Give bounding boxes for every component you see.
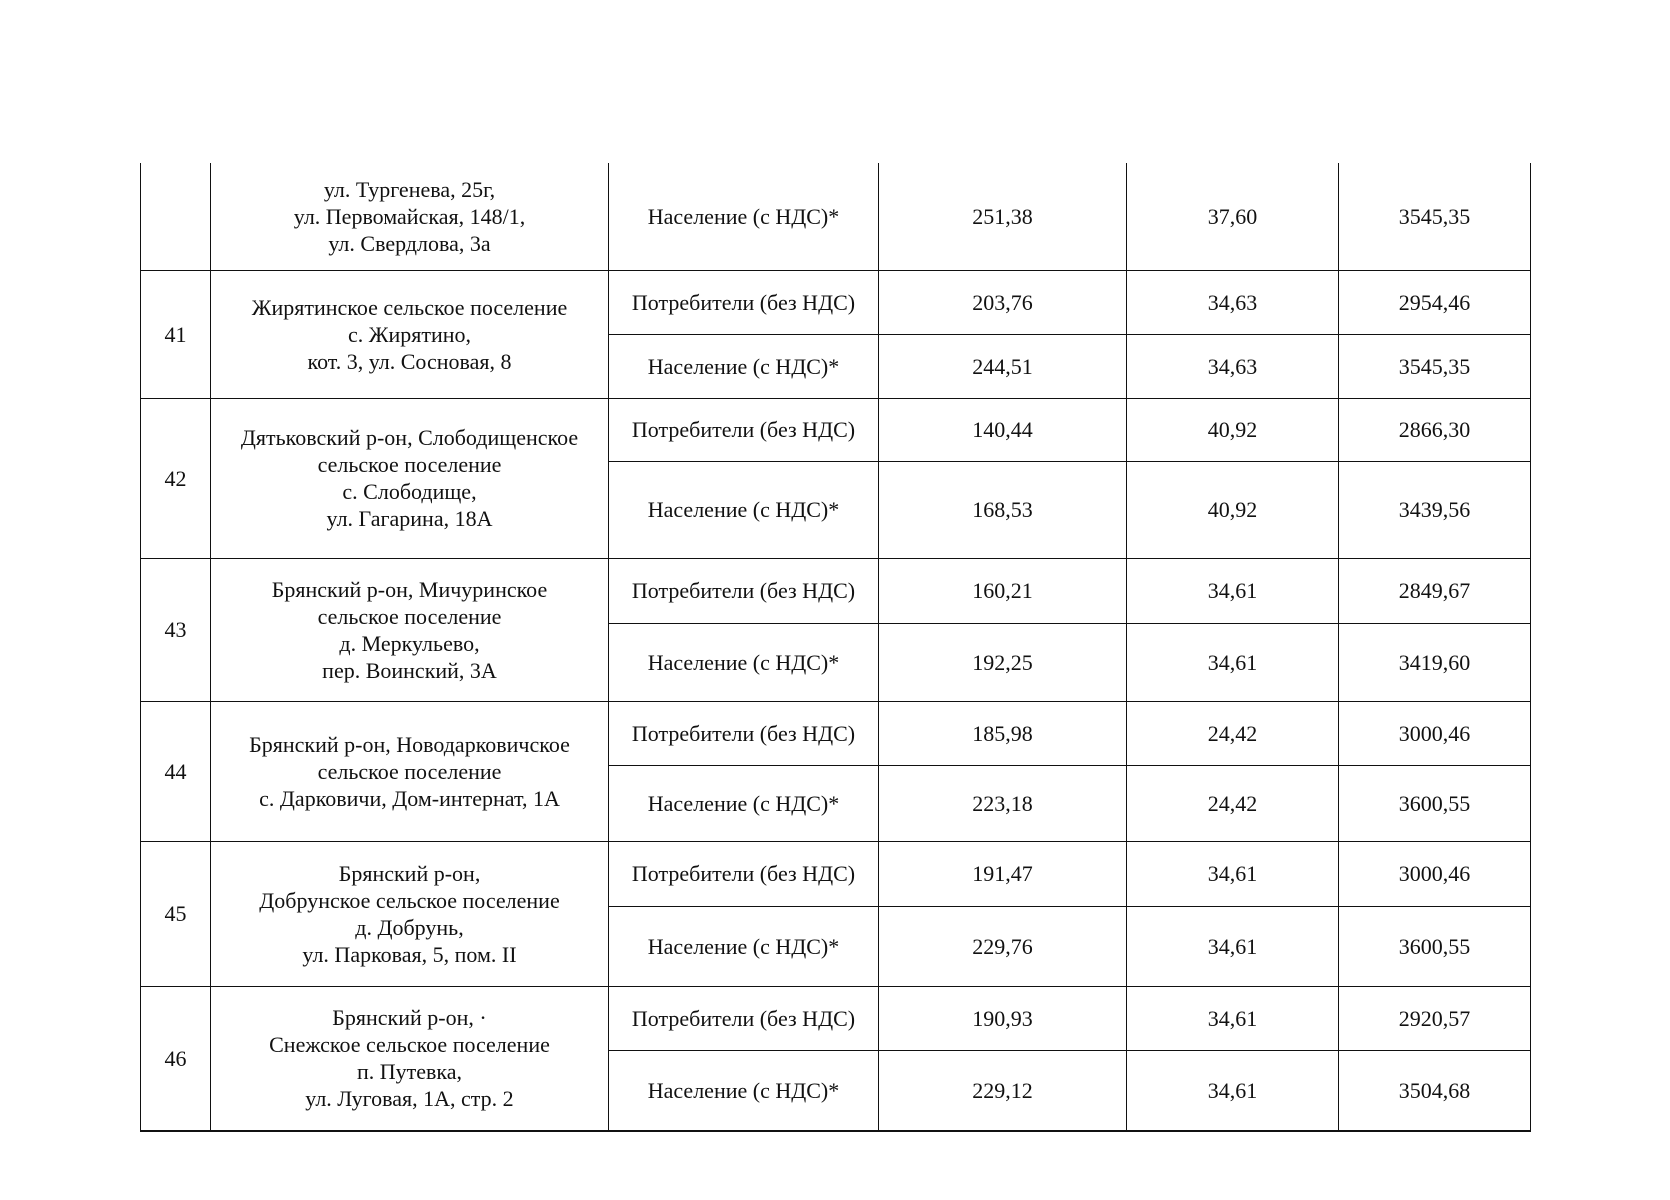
- tariff-value-cell: 140,44: [879, 398, 1127, 461]
- tariff-value-cell: 244,51: [879, 334, 1127, 398]
- address-line: ул. Свердлова, 3а: [328, 230, 491, 256]
- table-row: [141, 701, 1531, 765]
- address-line: сельское поселение: [317, 452, 502, 477]
- address-line: д. Добрунь,: [355, 914, 464, 940]
- tariff-value-cell: 3600,55: [1339, 765, 1531, 841]
- address-line: Брянский р-он, Мичуринское: [271, 576, 548, 602]
- address-line: пер. Воинский, 3А: [322, 657, 497, 683]
- document-page: [140, 163, 1530, 1132]
- consumer-category-cell: Население (с НДС)*: [609, 163, 879, 270]
- table-row: [141, 398, 1531, 461]
- address-line: Дятьковский р-он, Слободищенское: [240, 425, 579, 450]
- tariff-value-cell: 168,53: [879, 461, 1127, 558]
- consumer-category-cell: Население (с НДС)*: [609, 334, 879, 398]
- consumer-category-cell: Потребители (без НДС): [609, 841, 879, 906]
- address-line: ул. Гагарина, 18А: [326, 506, 493, 531]
- address-cell: [211, 701, 609, 841]
- row-number-cell: 43: [141, 558, 211, 701]
- tariff-value-cell: 3000,46: [1339, 841, 1531, 906]
- tariff-value-cell: 229,76: [879, 906, 1127, 986]
- consumer-category-cell: Население (с НДС)*: [609, 906, 879, 986]
- row-number-cell: 42: [141, 398, 211, 558]
- address-line: Добрунское сельское поселение: [259, 887, 560, 913]
- tariff-value-cell: 24,42: [1127, 701, 1339, 765]
- address-line: ул. Тургенева, 25г,: [323, 176, 496, 202]
- tariff-value-cell: 3545,35: [1339, 163, 1531, 270]
- address-line: Брянский р-он,: [338, 860, 481, 886]
- tariff-value-cell: 34,61: [1127, 558, 1339, 623]
- tariff-value-cell: 34,61: [1127, 623, 1339, 701]
- address-cell: [211, 986, 609, 1131]
- address-line: сельское поселение: [317, 758, 502, 784]
- tariff-value-cell: 24,42: [1127, 765, 1339, 841]
- tariff-value-cell: 3600,55: [1339, 906, 1531, 986]
- address-cell: [211, 398, 609, 558]
- tariff-value-cell: 251,38: [879, 163, 1127, 270]
- tariff-value-cell: 34,63: [1127, 270, 1339, 334]
- address-line: Снежское сельское поселение: [269, 1032, 550, 1058]
- consumer-category-cell: Потребители (без НДС): [609, 558, 879, 623]
- address-line: ул. Парковая, 5, пом. II: [302, 941, 517, 967]
- address-line: кот. 3, ул. Сосновая, 8: [307, 348, 512, 374]
- address-line: с. Дарковичи, Дом-интернат, 1А: [259, 785, 560, 811]
- address-cell: [211, 558, 609, 701]
- address-cell: [211, 163, 609, 270]
- tariff-value-cell: 190,93: [879, 986, 1127, 1050]
- tariff-value-cell: 34,61: [1127, 986, 1339, 1050]
- tariff-value-cell: 185,98: [879, 701, 1127, 765]
- tariff-value-cell: 192,25: [879, 623, 1127, 701]
- consumer-category-cell: Потребители (без НДС): [609, 270, 879, 334]
- tariff-value-cell: 3419,60: [1339, 623, 1531, 701]
- tariff-value-cell: 34,61: [1127, 1050, 1339, 1131]
- tariff-value-cell: 2849,67: [1339, 558, 1531, 623]
- address-line: с. Жирятино,: [347, 321, 472, 347]
- tariff-value-cell: 3000,46: [1339, 701, 1531, 765]
- row-number-cell: 41: [141, 270, 211, 398]
- address-line: д. Меркульево,: [339, 630, 480, 656]
- tariff-value-cell: 34,61: [1127, 906, 1339, 986]
- address-line: с. Слободище,: [342, 479, 477, 504]
- row-number-cell: 46: [141, 986, 211, 1131]
- table-row: [141, 986, 1531, 1050]
- tariff-value-cell: 160,21: [879, 558, 1127, 623]
- tariff-value-cell: 2920,57: [1339, 986, 1531, 1050]
- row-number-cell: [141, 163, 211, 270]
- tariff-value-cell: 34,63: [1127, 334, 1339, 398]
- address-line: Брянский р-он, Новодарковичское: [249, 731, 570, 757]
- tariff-table: [140, 163, 1531, 1132]
- tariff-value-cell: 191,47: [879, 841, 1127, 906]
- consumer-category-cell: Население (с НДС)*: [609, 623, 879, 701]
- consumer-category-cell: Население (с НДС)*: [609, 765, 879, 841]
- tariff-value-cell: 223,18: [879, 765, 1127, 841]
- tariff-value-cell: 3504,68: [1339, 1050, 1531, 1131]
- address-cell: [211, 841, 609, 986]
- consumer-category-cell: Потребители (без НДС): [609, 986, 879, 1050]
- table-row: [141, 270, 1531, 334]
- tariff-value-cell: 40,92: [1127, 398, 1339, 461]
- tariff-value-cell: 3545,35: [1339, 334, 1531, 398]
- tariff-value-cell: 2866,30: [1339, 398, 1531, 461]
- row-number-cell: 45: [141, 841, 211, 986]
- consumer-category-cell: Потребители (без НДС): [609, 701, 879, 765]
- tariff-value-cell: 40,92: [1127, 461, 1339, 558]
- row-number-cell: 44: [141, 701, 211, 841]
- table-row: [141, 841, 1531, 906]
- tariff-value-cell: 37,60: [1127, 163, 1339, 270]
- table-row: [141, 163, 1531, 270]
- tariff-table-body: [141, 163, 1531, 1131]
- tariff-value-cell: 229,12: [879, 1050, 1127, 1131]
- tariff-value-cell: 3439,56: [1339, 461, 1531, 558]
- table-row: [141, 558, 1531, 623]
- address-line: Брянский р-он, ·: [332, 1005, 487, 1031]
- tariff-value-cell: 34,61: [1127, 841, 1339, 906]
- address-line: сельское поселение: [317, 603, 502, 629]
- tariff-value-cell: 2954,46: [1339, 270, 1531, 334]
- address-line: ул. Первомайская, 148/1,: [293, 203, 526, 229]
- consumer-category-cell: Население (с НДС)*: [609, 1050, 879, 1131]
- consumer-category-cell: Население (с НДС)*: [609, 461, 879, 558]
- address-line: Жирятинское сельское поселение: [251, 294, 568, 320]
- consumer-category-cell: Потребители (без НДС): [609, 398, 879, 461]
- address-cell: [211, 270, 609, 398]
- address-line: п. Путевка,: [356, 1059, 463, 1085]
- tariff-value-cell: 203,76: [879, 270, 1127, 334]
- address-line: ул. Луговая, 1А, стр. 2: [305, 1086, 514, 1112]
